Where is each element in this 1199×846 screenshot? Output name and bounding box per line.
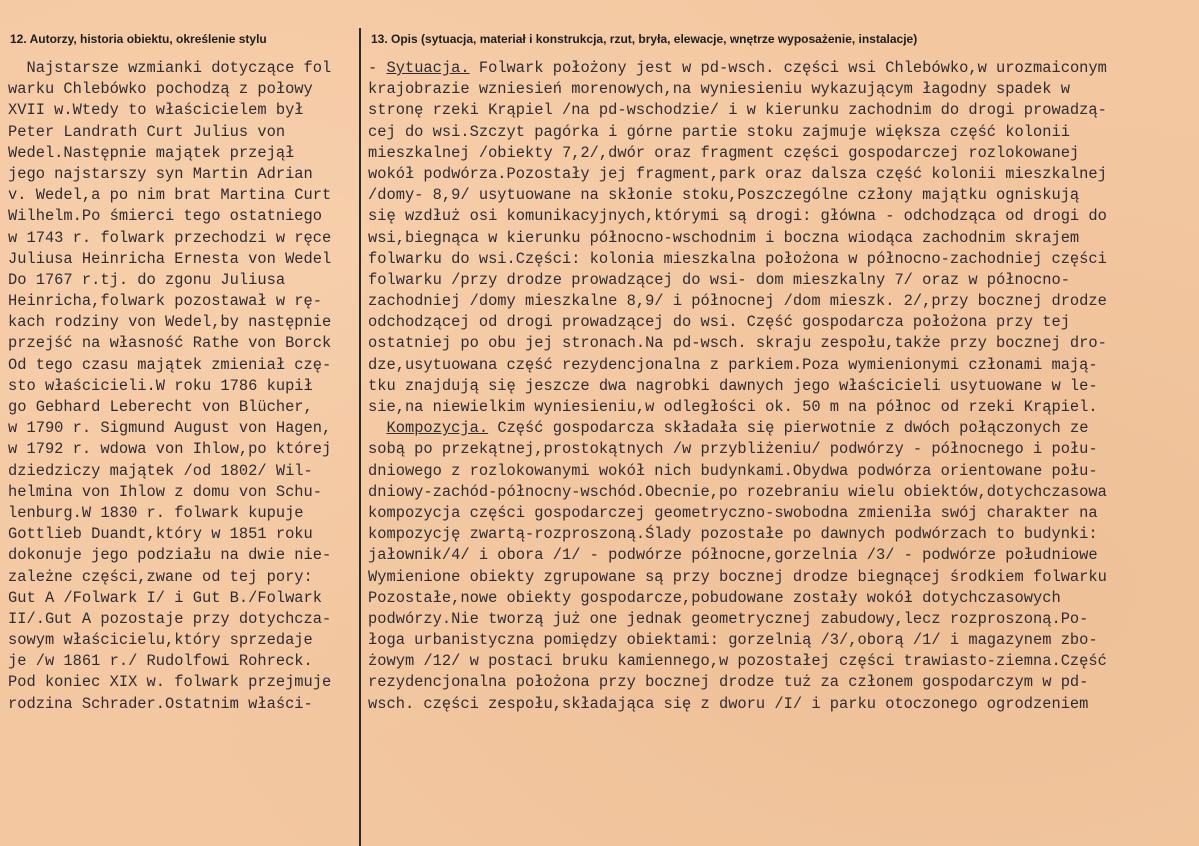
line-text: Część gospodarcza składała się pierwotnie z dwóch połączonych ze xyxy=(488,419,1089,438)
description-text-column xyxy=(368,58,1196,715)
history-line: w 1792 r. wdowa von Ihlow,po której xyxy=(8,440,332,459)
history-line: Do 1767 r.tj. do zgonu Juliusa xyxy=(8,270,286,289)
history-line: Juliusa Heinricha Ernesta von Wedel xyxy=(8,249,332,268)
section-12-heading: 12. Autorzy, historia obiektu, określenie stylu xyxy=(10,32,267,46)
history-line: sowym właścicielu,który sprzedaje xyxy=(8,631,313,650)
history-line: Wilhelm.Po śmierci tego ostatniego xyxy=(8,207,323,226)
line-text: kompozycję zwartą-rozproszoną.Ślady pozostałe po dawnych podwórzach to budynki: xyxy=(368,525,1098,544)
history-line: Od tego czasu majątek zmieniał czę- xyxy=(8,355,332,374)
history-line: jego najstarszy syn Martin Adrian xyxy=(8,164,313,183)
history-line: przejść na własność Rathe von Borck xyxy=(8,334,332,353)
history-line: kach rodziny von Wedel,by następnie xyxy=(8,313,332,332)
description-line xyxy=(368,567,1196,588)
description-line xyxy=(368,672,1196,693)
line-text: kompozycja części gospodarczej geometryczno-swobodna zmieniła swój charakter na xyxy=(368,503,1098,522)
line-text: żowym /12/ w postaci bruku kamiennego,w pozostałej części trawiasto-ziemna.Część xyxy=(368,652,1107,671)
history-line: Gottlieb Duandt,który w 1851 roku xyxy=(8,525,313,544)
history-line: rodzina Schrader.Ostatnim właści- xyxy=(8,694,313,713)
description-line xyxy=(368,461,1196,482)
description-line xyxy=(368,524,1196,545)
line-text: sobą po przekątnej,prostokątnych /w przybliżeniu/ podwórzy - północnego i połu- xyxy=(368,440,1098,459)
history-line: XVII w.Wtedy to właścicielem był xyxy=(8,101,304,120)
line-text: folwarku /przy drodze prowadzącej do wsi- dom mieszkalny 7/ oraz w północno- xyxy=(368,270,1070,289)
line-text: dze,usytuowana część rezydencjonalna z parkiem.Poza wymienionymi członami mają- xyxy=(368,355,1098,374)
history-text-column xyxy=(8,58,356,715)
line-text: jałownik/4/ i obora /1/ - podwórze północne,gorzelnia /3/ - podwórze południowe xyxy=(368,546,1098,565)
line-text: wokół podwórza.Pozostały jej fragment,park oraz dalsza część kolonii mieszkalnej xyxy=(368,164,1107,183)
history-line: Heinricha,folwark pozostawał w rę- xyxy=(8,292,323,311)
description-line xyxy=(368,291,1196,312)
line-text: ostatniej po obu jej stronach.Na pd-wsch. skraju zespołu,także przy bocznej dro- xyxy=(368,334,1107,353)
history-line: go Gebhard Leberecht von Blücher, xyxy=(8,398,313,416)
line-text: krajobrazie wzniesień morenowych,na wyniesieniu wykazującym łagodny spadek w xyxy=(368,80,1070,99)
line-text: wsch. części zespołu,składająca się z dworu /I/ i parku otoczonego ogrodzeniem xyxy=(368,694,1089,713)
history-line: Wedel.Następnie majątek przejął xyxy=(8,143,295,162)
section-13-heading: 13. Opis (sytuacja, materiał i konstrukcja, rzut, bryła, elewacje, wnętrze wyposażenie, instalacje) xyxy=(371,32,918,46)
history-line: Najstarsze wzmianki dotyczące fol xyxy=(8,59,332,77)
description-line xyxy=(368,609,1196,630)
history-line: lenburg.W 1830 r. folwark kupuje xyxy=(8,503,304,522)
line-text: łoga urbanistyczna pomiędzy obiektami: gorzelnią /3/,oborą /1/ i magazynem zbo- xyxy=(368,631,1098,650)
description-line xyxy=(368,333,1196,354)
history-line: dziedziczy majątek /od 1802/ Wil- xyxy=(8,461,313,480)
history-line: Pod koniec XIX w. folwark przejmuje xyxy=(8,673,332,692)
description-line xyxy=(368,694,1196,715)
history-line: II/.Gut A pozostaje przy dotychcza- xyxy=(8,609,332,628)
description-line xyxy=(368,58,1196,79)
line-text: podwórzy.Nie tworzą już one jednak geometrycznej zabudowy,lecz rozproszoną.Po- xyxy=(368,609,1089,628)
history-line: sto właścicieli.W roku 1786 kupił xyxy=(8,376,313,395)
line-text: wsi,biegnąca w kierunku północno-wschodnim i boczna wiodąca zachodnim skrajem xyxy=(368,228,1080,247)
description-line xyxy=(368,397,1196,418)
description-line xyxy=(368,630,1196,651)
description-line xyxy=(368,164,1196,185)
history-line: w 1743 r. folwark przechodzi w ręce xyxy=(8,228,332,247)
line-text: folwarku do wsi.Części: kolonia mieszkalna położona w północno-zachodniej części xyxy=(368,249,1107,268)
description-line xyxy=(368,376,1196,397)
history-line: Gut A /Folwark I/ i Gut B./Folwark xyxy=(8,588,323,607)
line-text: się wzdłuż osi komunikacyjnych,którymi są drogi: główna - odchodząca od drogi do xyxy=(368,207,1107,226)
description-line xyxy=(368,228,1196,249)
description-line xyxy=(368,545,1196,566)
line-text: stronę rzeki Krąpiel /na pd-wschodzie/ i w kierunku zachodnim do drogi prowadzą- xyxy=(368,101,1107,120)
line-text: zachodniej /domy mieszkalne 8,9/ i północnej /dom mieszk. 2/,przy bocznej drodze xyxy=(368,292,1107,311)
line-text: Wymienione obiekty zgrupowane są przy bocznej drodze biegnącej środkiem folwarku xyxy=(368,567,1107,586)
line-text: Folwark położony jest w pd-wsch. części wsi Chlebówko,w urozmaiconym xyxy=(469,59,1107,77)
description-line xyxy=(368,588,1196,609)
history-line: Peter Landrath Curt Julius von xyxy=(8,122,286,141)
history-line: v. Wedel,a po nim brat Martina Curt xyxy=(8,186,332,205)
line-text: mieszkalnej /obiekty 7,2/,dwór oraz fragment części gospodarczej rozlokowanej xyxy=(368,143,1080,162)
description-line xyxy=(368,185,1196,206)
line-text: odchodzącej od drogi prowadzącej do wsi. Część gospodarcza położona przy tej xyxy=(368,313,1070,332)
description-line xyxy=(368,439,1196,460)
section-keyword: Sytuacja. xyxy=(386,59,470,77)
description-line xyxy=(368,270,1196,291)
line-text: dniowego z rozlokowanymi wokół nich budynkami.Obydwa podwórza orientowane połu- xyxy=(368,461,1098,480)
description-line xyxy=(368,418,1196,439)
description-line xyxy=(368,143,1196,164)
line-text: rezydencjonalna położona przy bocznej drodze tuż za członem gospodarczym w pd- xyxy=(368,673,1089,692)
line-prefix: - xyxy=(368,59,387,77)
column-divider xyxy=(359,28,361,846)
line-text: /domy- 8,9/ usytuowane na skłonie stoku,Poszczególne człony majątku ogniskują xyxy=(368,186,1080,205)
history-line: w 1790 r. Sigmund August von Hagen, xyxy=(8,419,332,438)
line-prefix xyxy=(368,419,386,437)
description-line xyxy=(368,122,1196,143)
description-line xyxy=(368,503,1196,524)
line-text: cej do wsi.Szczyt pagórka i górne partie stoku zajmuje większa część kolonii xyxy=(368,122,1070,141)
section-keyword: Kompozycja. xyxy=(386,419,489,438)
history-line: warku Chlebówko pochodzą z połowy xyxy=(8,80,313,99)
description-line xyxy=(368,651,1196,672)
description-line xyxy=(368,100,1196,121)
line-text: Pozostałe,nowe obiekty gospodarcze,pobudowane zostały wokół dotychczasowych xyxy=(368,588,1061,607)
description-line xyxy=(368,249,1196,270)
history-line: zależne części,zwane od tej pory: xyxy=(8,567,313,586)
line-text: sie,na niewielkim wyniesieniu,w odległości ok. 50 m na północ od rzeki Krąpiel. xyxy=(368,398,1098,416)
description-line xyxy=(368,206,1196,227)
description-line xyxy=(368,312,1196,333)
description-line xyxy=(368,79,1196,100)
history-line: helmina von Ihlow z domu von Schu- xyxy=(8,482,323,501)
line-text: tku znajdują się jeszcze dwa nagrobki dawnych jego właścicieli usytuowane w le- xyxy=(368,376,1098,395)
description-line xyxy=(368,355,1196,376)
description-line xyxy=(368,482,1196,503)
line-text: dniowy-zachód-północny-wschód.Obecnie,po rozebraniu wielu obiektów,dotychczasowa xyxy=(368,482,1107,501)
history-line: dokonuje jego podziału na dwie nie- xyxy=(8,546,332,565)
history-line: je /w 1861 r./ Rudolfowi Rohreck. xyxy=(8,652,313,671)
